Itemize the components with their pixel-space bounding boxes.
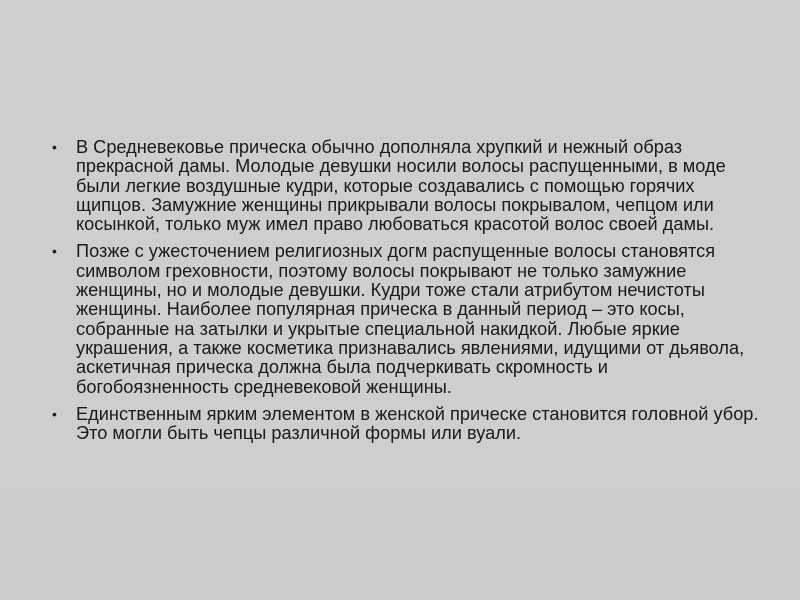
bullet-list [48, 138, 760, 443]
bullet-text-3: Единственным ярким элементом в женской прическе становится головной убор. Это могли быть чепцы различной формы или вуали. [76, 403, 759, 444]
bullet-item-1 [48, 138, 760, 234]
bullet-icon: • [52, 139, 57, 155]
bullet-item-2 [48, 242, 760, 396]
bullet-text-1: В Средневековье прическа обычно дополняла хрупкий и нежный образ прекрасной дамы. Молодые девушки носили волосы распущенными, в моде были легкие воздушные кудри, которые создавались с помощью горячих щипцов. Замужние женщины прикрывали волосы покрывалом, чепцом или косынкой, только муж имел право любоваться красотой волос своей дамы. [76, 137, 726, 235]
bullet-icon: • [52, 405, 57, 422]
bullet-item-3 [48, 405, 760, 444]
slide-content [48, 138, 760, 451]
bullet-icon: • [52, 243, 57, 260]
bullet-text-2: Позже с ужесточением религиозных догм распущенные волосы становятся символом греховности, поэтому волосы покрывают не только замужние женщины, но и молодые девушки. Кудри тоже стали атрибутом нечистоты женщины. Наиболее популярная прическа в данный период – это косы, собранные на затылки и укрытые специальной накидкой. Любые яркие украшения, а также косметика признавались явлениями, идущими от дьявола, аскетичная прическа должна была подчеркивать скромность и богобоязненность средневековой женщины. [76, 241, 745, 397]
